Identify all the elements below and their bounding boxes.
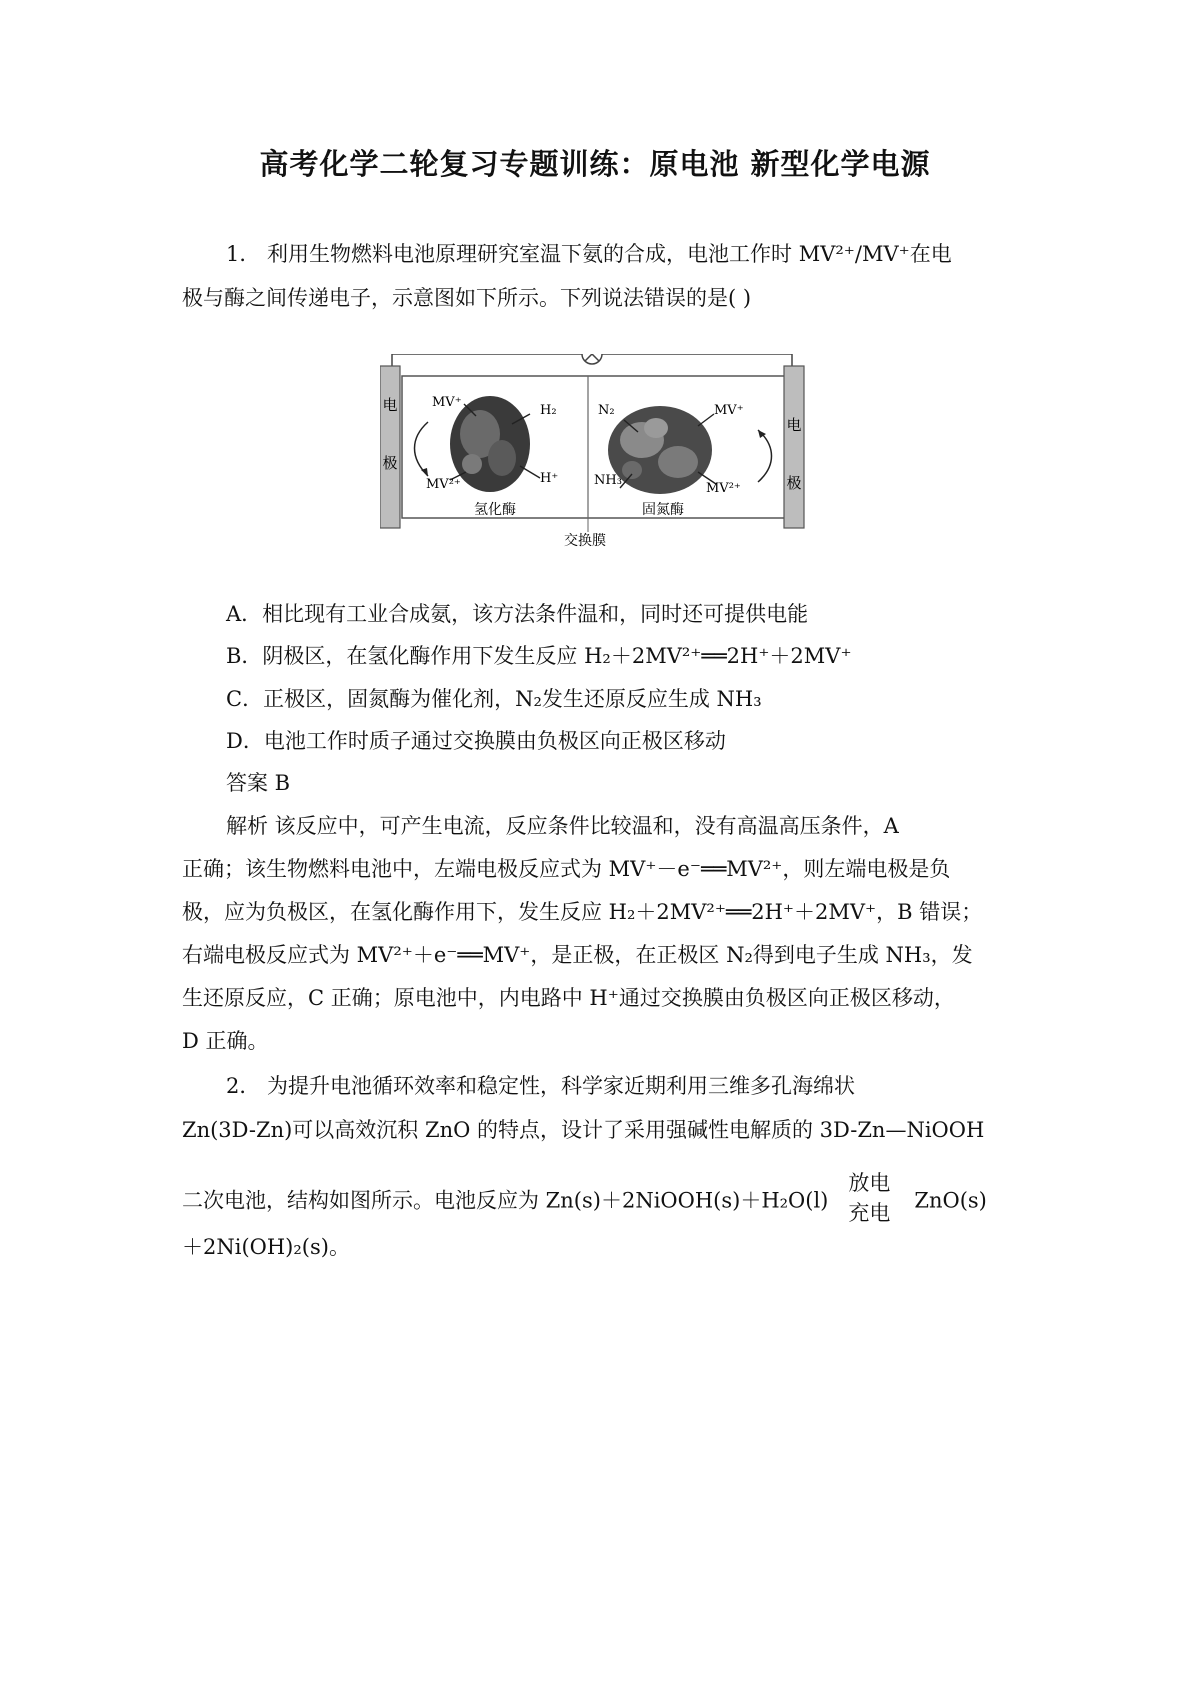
nitrogenase-enzyme — [608, 406, 712, 494]
q2-stem-line-3 — [182, 1172, 1014, 1232]
left-electrode-label-top: 电 — [382, 396, 398, 414]
label-h-plus: H⁺ — [540, 471, 559, 486]
q1-option-d: D．电池工作时质子通过交换膜由负极区向正极区移动 — [226, 729, 726, 753]
label-mv-plus-right: MV⁺ — [714, 403, 744, 418]
left-electrode-label-bottom: 极 — [382, 454, 398, 472]
q2-stem-line-1: 2． 为提升电池循环效率和稳定性，科学家近期利用三维多孔海绵状 — [226, 1074, 856, 1098]
page-title: 高考化学二轮复习专题训练：原电池 新型化学电源 — [259, 147, 931, 181]
label-h2: H₂ — [540, 403, 557, 418]
q1-analysis-line-5: 生还原反应，C 正确；原电池中，内电路中 H⁺通过交换膜由负极区向正极区移动， — [182, 986, 955, 1010]
label-n2: N₂ — [598, 403, 615, 418]
label-mv-plus-left: MV⁺ — [432, 395, 462, 410]
discharge-label: 放电 — [848, 1171, 891, 1195]
q1-analysis-line-2: 正确；该生物燃料电池中，左端电极反应式为 MV⁺－e⁻══MV²⁺，则左端电极是负 — [182, 857, 951, 881]
q1-option-b: B．阴极区，在氢化酶作用下发生反应 H₂＋2MV²⁺══2H⁺＋2MV⁺ — [226, 644, 852, 668]
left-electrode — [380, 366, 400, 528]
right-electrode-label-bottom: 极 — [786, 474, 802, 492]
label-mv2-left: MV²⁺ — [426, 477, 461, 492]
q2-stem-line-4: ＋2Ni(OH)₂(s)。 — [182, 1235, 350, 1259]
label-hydrogenase: 氢化酶 — [474, 502, 516, 518]
q2-stem-line-2: Zn(3D-Zn)可以高效沉积 ZnO 的特点，设计了采用强碱性电解质的 3D-Zn—NiOOH — [182, 1118, 985, 1142]
hydrogenase-enzyme — [450, 396, 530, 492]
q1-option-c: C．正极区，固氮酶为催化剂，N₂发生还原反应生成 NH₃ — [226, 687, 762, 711]
lamp-icon — [582, 354, 602, 364]
charge-label: 充电 — [848, 1201, 891, 1225]
right-electrode — [784, 366, 804, 528]
electrochemical-cell-diagram — [380, 354, 840, 584]
q1-analysis-line-3: 极，应为负极区，在氢化酶作用下，发生反应 H₂＋2MV²⁺══2H⁺＋2MV⁺，B 错误； — [182, 900, 983, 924]
reaction-condition — [848, 1168, 890, 1228]
q1-answer: 答案 B — [226, 771, 291, 795]
q1-stem-line-1: 1． 利用生物燃料电池原理研究室温下氨的合成，电池工作时 MV²⁺/MV⁺在电 — [226, 242, 952, 266]
label-nh3: NH₃ — [594, 473, 622, 488]
q2-equation-left: 二次电池，结构如图所示。电池反应为 Zn(s)＋2NiOOH(s)＋H₂O(l) — [182, 1188, 829, 1213]
q1-analysis-line-4: 右端电极反应式为 MV²⁺＋e⁻══MV⁺，是正极，在正极区 N₂得到电子生成 NH₃，发 — [182, 943, 973, 967]
label-mv2-right: MV²⁺ — [706, 481, 741, 496]
q1-analysis-line-6: D 正确。 — [182, 1029, 269, 1053]
label-membrane: 交换膜 — [564, 533, 606, 549]
label-nitrogenase: 固氮酶 — [642, 502, 684, 518]
q1-option-a: A．相比现有工业合成氨，该方法条件温和，同时还可提供电能 — [226, 602, 809, 626]
right-electrode-label-top: 电 — [786, 416, 802, 434]
q1-stem-line-2: 极与酶之间传递电子，示意图如下所示。下列说法错误的是( ) — [182, 286, 752, 310]
q2-equation-right: ZnO(s) — [914, 1188, 987, 1213]
q1-analysis-line-1: 解析 该反应中，可产生电流，反应条件比较温和，没有高温高压条件，A — [226, 814, 899, 838]
